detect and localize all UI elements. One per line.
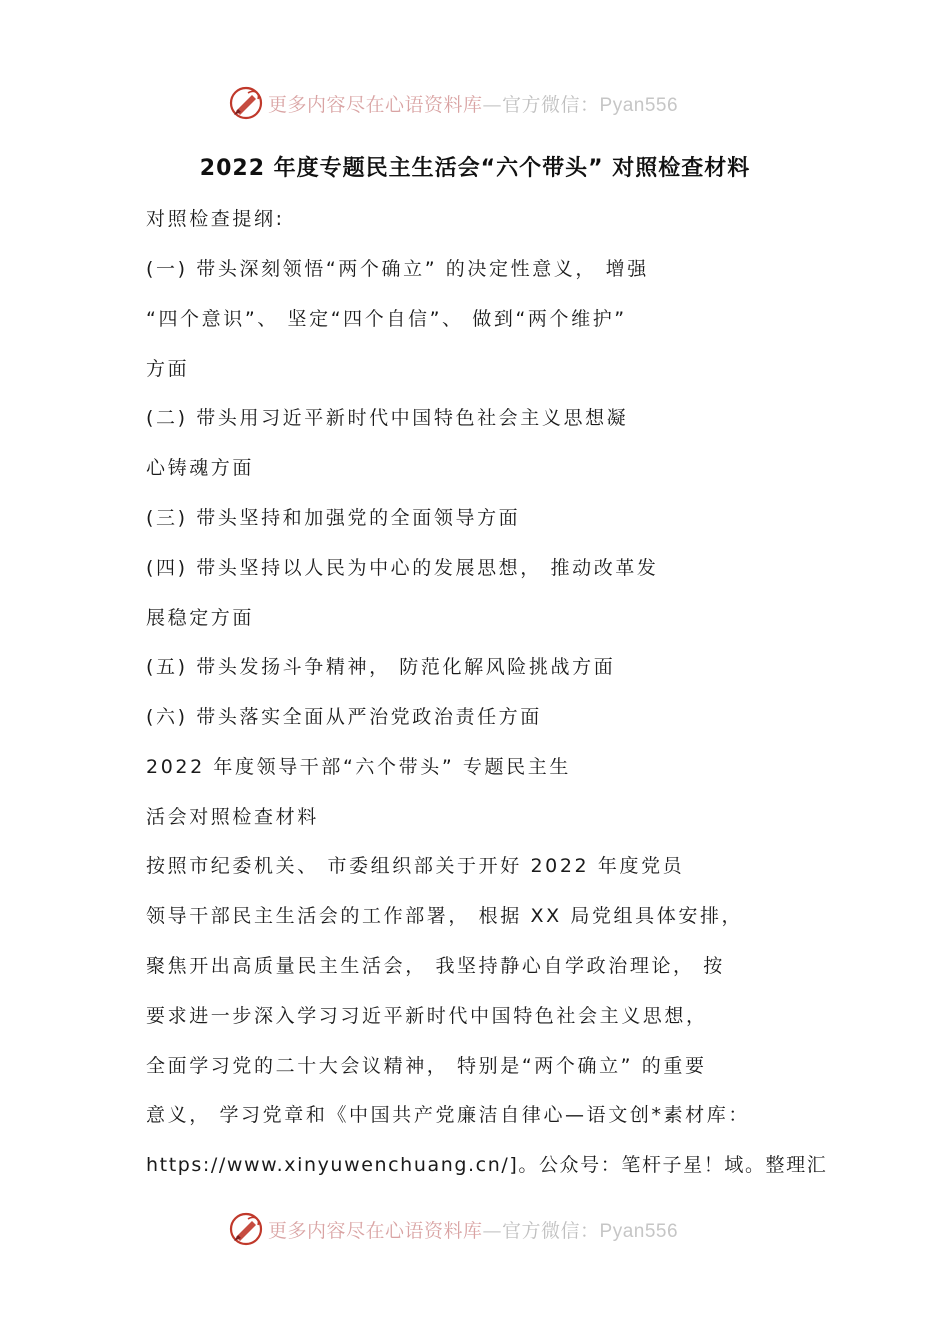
body-line: https://www.xinyuwenchuang.cn/]。公众号：笔杆子星！域。整理汇 <box>146 1154 828 1176</box>
pen-logo-icon <box>228 1211 264 1247</box>
body-line: (五) 带头发扬斗争精神， 防范化解风险挑战方面 <box>146 656 616 678</box>
body-line: 方面 <box>146 358 190 380</box>
body-line: (一) 带头深刻领悟“两个确立” 的决定性意义， 增强 <box>146 258 649 280</box>
body-line: 活会对照检查材料 <box>146 806 319 828</box>
body-line: 意义， 学习党章和《中国共产党廉洁自律心—语文创*素材库： <box>146 1104 750 1126</box>
body-line: (三) 带头坚持和加强党的全面领导方面 <box>146 507 521 529</box>
watermark-site-text: 更多内容尽在心语资料库 <box>268 1219 483 1242</box>
body-line: 按照市纪委机关、 市委组织部关于开好 2022 年度党员 <box>146 855 685 877</box>
footer-watermark <box>228 1209 748 1249</box>
body-line: (二) 带头用习近平新时代中国特色社会主义思想凝 <box>146 407 629 429</box>
document-title: 2022 年度专题民主生活会“六个带头” 对照检查材料 <box>199 156 751 181</box>
watermark-site-text: 更多内容尽在心语资料库 <box>268 93 483 116</box>
body-line: 聚焦开出高质量民主生活会， 我坚持静心自学政治理论， 按 <box>146 955 725 977</box>
body-line: 对照检查提纲: <box>146 208 285 230</box>
pen-logo-icon <box>228 85 264 121</box>
watermark-wechat-label: 官方微信： <box>502 1219 600 1242</box>
body-line: “四个意识”、 坚定“四个自信”、 做到“两个维护” <box>146 308 627 330</box>
body-line: 心铸魂方面 <box>146 457 255 479</box>
watermark-wechat-label: 官方微信： <box>502 93 600 116</box>
body-line: (四) 带头坚持以人民为中心的发展思想， 推动改革发 <box>146 557 659 579</box>
watermark-separator: — <box>482 93 503 116</box>
body-line: 全面学习党的二十大会议精神， 特别是“两个确立” 的重要 <box>146 1055 707 1077</box>
body-line: 展稳定方面 <box>146 607 255 629</box>
body-line: (六) 带头落实全面从严治党政治责任方面 <box>146 706 542 728</box>
body-line: 领导干部民主生活会的工作部署， 根据 XX 局党组具体安排， <box>146 905 744 927</box>
watermark-wechat-id: Pyan556 <box>599 94 679 116</box>
body-line: 要求进一步深入学习习近平新时代中国特色社会主义思想， <box>146 1005 708 1027</box>
watermark-wechat-id: Pyan556 <box>599 1220 679 1242</box>
watermark-separator: — <box>482 1219 503 1242</box>
body-line: 2022 年度领导干部“六个带头” 专题民主生 <box>146 756 571 778</box>
header-watermark <box>228 83 748 123</box>
